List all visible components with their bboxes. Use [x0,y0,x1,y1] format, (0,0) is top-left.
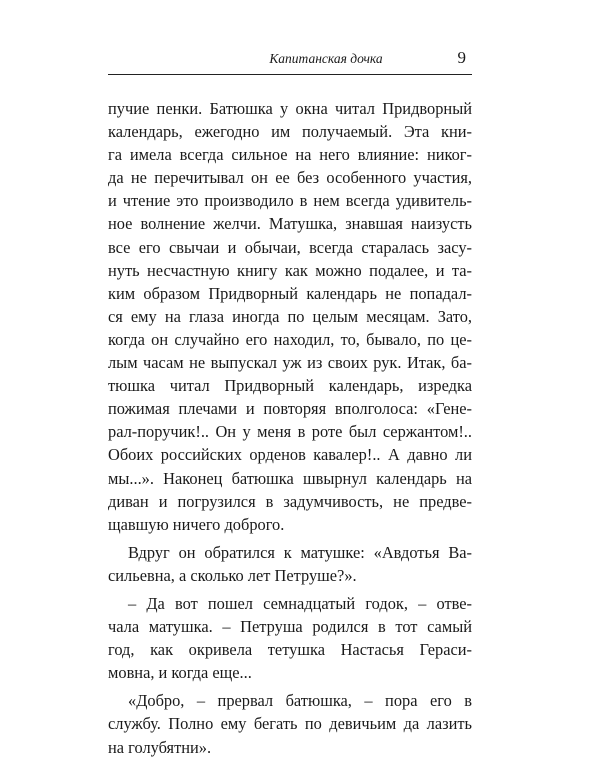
body-text [108,97,472,759]
text-line: Обоих российских орденов кавалер!.. А давно ли [108,445,472,465]
text-line: диван и погрузился в задумчивость, не предве- [108,491,472,511]
text-line: все его свычаи и обычаи, всегда старалась засу- [108,237,472,257]
text-line: «Добро, – прервал батюшка, – пора его в [128,691,472,711]
paragraph-1 [108,97,472,536]
running-title: Капитанская дочка [269,51,383,66]
text-line: ким образом Придворный календарь не попадал- [108,283,472,303]
text-line: лым часам не выпускал уж из своих рук. Итак, ба- [108,353,472,373]
text-line: нуть несчастную книгу как можно подалее, и та- [108,260,472,280]
text-line: службу. Полно ему бегать по девичьим да лазить [108,714,472,734]
text-line: и чтение это производило в нем всегда удивитель- [108,191,472,211]
page-number: 9 [457,48,466,67]
paragraph-2 [108,541,472,587]
text-line: га имела всегда сильное на него влияние: никог- [108,145,472,165]
text-line: на голубятни». [108,737,212,757]
paragraph-3 [108,592,472,684]
text-line: рал-поручик!.. Он у меня в роте был сержантом!.. [108,422,472,442]
text-line: сильевна, а сколько лет Петруше?». [108,565,357,585]
running-header [108,48,472,75]
text-line: да не перечитывал он ее без особенного участия, [108,168,472,188]
text-line: пучие пенки. Батюшка у окна читал Придворный [108,99,472,118]
text-line: календарь, ежегодно им получаемый. Эта кни- [108,122,472,142]
text-line: ся ему на глаза иногда по целым месяцам. Зато, [108,306,472,326]
text-line: мовна, и когда еще... [108,663,252,683]
text-line: чала матушка. – Петруша родился в тот самый [108,617,472,637]
text-line: год, как окривела тетушка Настасья Гераси- [108,640,472,660]
text-line: щавшую ничего доброго. [108,514,285,534]
text-line: Вдруг он обратился к матушке: «Авдотья Ва- [128,542,472,562]
text-line: мы...». Наконец батюшка швырнул календарь на [108,468,472,488]
text-line: пожимая плечами и повторяя вполголоса: «Гене- [108,399,472,419]
text-line: – Да вот пошел семнадцатый годок, – отве- [128,593,472,613]
text-line: тюшка читал Придворный календарь, изредка [108,376,472,396]
text-line: ное волнение желчи. Матушка, знавшая наизусть [108,214,472,234]
text-line: когда он случайно его находил, то, бывало, по це- [108,329,472,349]
paragraph-4 [108,689,472,758]
